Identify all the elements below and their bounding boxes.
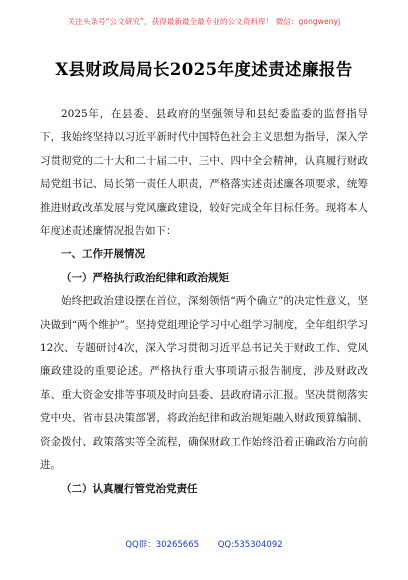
header-banner: 关注头条号“公文研究”，获得最新最全最专业的公文资料库！ 微信：gongwenyj — [67, 17, 341, 26]
intro-paragraph: 2025年，在县委、县政府的坚强领导和县纪委监委的监督指导下，我始终坚持以习近平新时代中国特色社会主义思想为指导，深入学习贯彻党的二十大和二十届二中、三中、四中全会精神，认真履行财政局党组书记、局长第一责任人职责，严格落实述责述廉各项要求，统筹推进财政改革发展与党风廉政建设，较好完成全年目标任务。现将本人年度述责述廉情况报告如下： — [40, 108, 368, 238]
footer-qq: QQ:535304092 — [217, 540, 283, 550]
section-heading-1: 一、工作开展情况 — [61, 248, 145, 261]
subsection-heading-2: （二）认真履行管党治党责任 — [61, 482, 198, 495]
footer-qq-group: QQ群：30265665 — [125, 540, 200, 550]
document-title: X县财政局局长2025年度述责述廉报告 — [55, 60, 353, 79]
body-paragraph-1: 始终把政治建设摆在首位，深刻领悟“两个确立”的决定性意义，坚决做到“两个维护”。坚持党组理论学习中心组学习制度，全年组织学习12次、专题研讨4次，深入学习贯彻习近平总书记关于财政工作、党风廉政建设的重要论述。严格执行重大事项请示报告制度，涉及财政改革、重大资金安排等事项及时向县委、县政府请示汇报。坚决贯彻落实党中央、省市县决策部署，将政治纪律和政治规矩融入财政预算编制、资金拨付、政策落实等全流程，确保财政工作始终沿着正确政治方向前进。 — [40, 295, 368, 472]
document-body — [40, 103, 368, 501]
footer-contact — [0, 538, 408, 550]
subsection-heading-1: （一）严格执行政治纪律和政治规矩 — [61, 271, 229, 284]
